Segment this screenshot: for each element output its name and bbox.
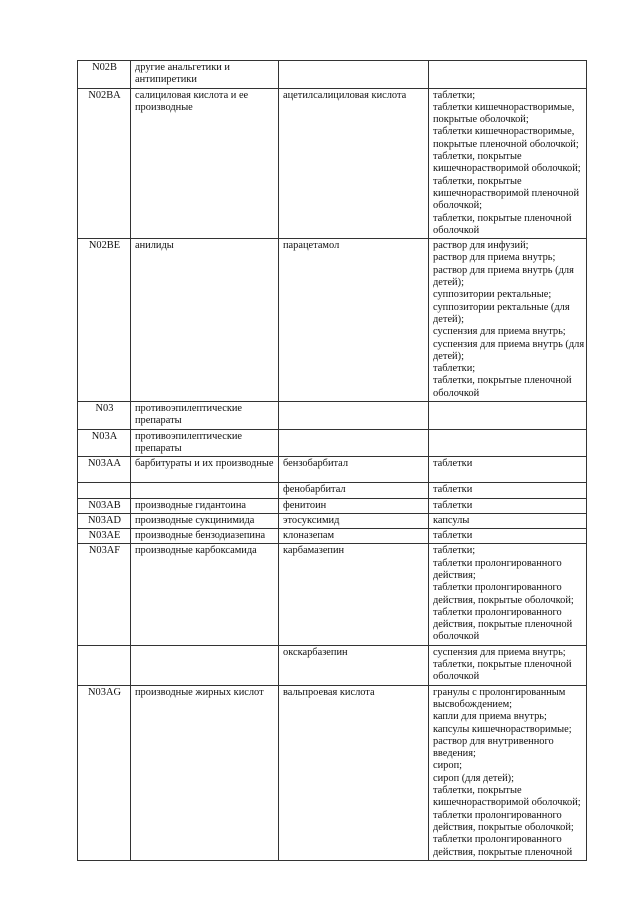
dosage-form-line: таблетки кишечнорастворимые,: [433, 126, 575, 138]
dosage-form-line: оболочкой: [433, 224, 480, 236]
atc-group-cell: производные карбоксамида: [131, 544, 279, 645]
dosage-form-line: оболочкой: [433, 671, 480, 683]
dosage-forms-cell: [429, 457, 587, 483]
atc-code-cell: N02BE: [78, 239, 131, 402]
drug-name-cell: фенитоин: [279, 498, 429, 513]
dosage-form-line: суппозитории ректальные;: [433, 289, 552, 301]
dosage-form-line: таблетки пролонгированного: [433, 557, 562, 569]
dosage-form-line: покрытые пленочной оболочкой;: [433, 138, 579, 150]
dosage-form-line: таблетки;: [433, 89, 476, 101]
table-row: [78, 239, 587, 402]
dosage-forms-cell: [429, 498, 587, 513]
dosage-forms-cell: [429, 544, 587, 645]
dosage-form-line: действия, покрытые пленочной: [433, 619, 573, 631]
dosage-form-line: таблетки: [433, 499, 473, 511]
dosage-form-line: введения;: [433, 748, 476, 760]
table-row: [78, 61, 587, 89]
dosage-form-line: суппозитории ректальные (для: [433, 301, 570, 313]
dosage-form-line: капли для приема внутрь;: [433, 711, 547, 723]
dosage-form-line: капсулы: [433, 514, 470, 526]
atc-code-cell: N03AA: [78, 457, 131, 483]
dosage-form-line: кишечнорастворимой оболочкой;: [433, 163, 581, 175]
drug-name-cell: этосуксимид: [279, 513, 429, 528]
table-row: [78, 402, 587, 430]
atc-code-cell: N03AB: [78, 498, 131, 513]
dosage-form-line: таблетки, покрытые пленочной: [433, 375, 572, 387]
atc-group-cell: [131, 483, 279, 498]
dosage-form-line: сироп (для детей);: [433, 772, 514, 784]
dosage-forms-cell: [429, 402, 587, 430]
dosage-form-line: детей);: [433, 313, 464, 325]
dosage-form-line: таблетки;: [433, 545, 476, 557]
drug-name-cell: ацетилсалициловая кислота: [279, 88, 429, 239]
dosage-form-line: суспензия для приема внутрь;: [433, 326, 566, 338]
dosage-form-line: сироп;: [433, 760, 463, 772]
dosage-form-line: таблетки пролонгированного: [433, 809, 562, 821]
dosage-form-line: раствор для приема внутрь;: [433, 252, 556, 264]
dosage-form-line: таблетки кишечнорастворимые,: [433, 101, 575, 113]
dosage-forms-cell: [429, 529, 587, 544]
dosage-form-line: высвобождением;: [433, 698, 513, 710]
atc-group-cell: производные сукцинимида: [131, 513, 279, 528]
dosage-form-line: таблетки пролонгированного: [433, 582, 562, 594]
table-row: [78, 685, 587, 860]
dosage-form-line: действия, покрытые оболочкой;: [433, 821, 574, 833]
dosage-form-line: суспензия для приема внутрь;: [433, 646, 566, 658]
atc-code-cell: [78, 483, 131, 498]
drug-name-cell: окскарбазепин: [279, 645, 429, 685]
dosage-form-line: кишечнорастворимой оболочкой;: [433, 797, 581, 809]
table-row: [78, 457, 587, 483]
atc-group-cell: салициловая кислота и ее производные: [131, 88, 279, 239]
atc-group-cell: противоэпилептические препараты: [131, 429, 279, 457]
atc-code-cell: N03AF: [78, 544, 131, 645]
drug-name-cell: бензобарбитал: [279, 457, 429, 483]
dosage-form-line: оболочкой: [433, 387, 480, 399]
dosage-form-line: таблетки;: [433, 363, 476, 375]
dosage-form-line: раствор для внутривенного: [433, 735, 554, 747]
dosage-form-line: капсулы кишечнорастворимые;: [433, 723, 572, 735]
table-row: [78, 88, 587, 239]
dosage-form-line: действия;: [433, 569, 476, 581]
atc-group-cell: другие анальгетики и антипиретики: [131, 61, 279, 89]
dosage-form-line: таблетки, покрытые: [433, 175, 522, 187]
dosage-forms-cell: [429, 239, 587, 402]
drug-name-cell: карбамазепин: [279, 544, 429, 645]
atc-group-cell: анилиды: [131, 239, 279, 402]
atc-code-cell: [78, 645, 131, 685]
table-row: [78, 429, 587, 457]
dosage-form-line: суспензия для приема внутрь (для: [433, 338, 585, 350]
atc-group-cell: [131, 645, 279, 685]
atc-group-cell: производные жирных кислот: [131, 685, 279, 860]
atc-code-cell: N03: [78, 402, 131, 430]
drug-table: [77, 60, 587, 861]
atc-code-cell: N03A: [78, 429, 131, 457]
dosage-form-line: кишечнорастворимой пленочной: [433, 187, 580, 199]
atc-code-cell: N03AE: [78, 529, 131, 544]
dosage-form-line: таблетки пролонгированного: [433, 606, 562, 618]
dosage-form-line: действия, покрытые оболочкой;: [433, 594, 574, 606]
dosage-forms-cell: [429, 88, 587, 239]
dosage-form-line: покрытые оболочкой;: [433, 114, 529, 126]
dosage-form-line: оболочкой;: [433, 200, 483, 212]
dosage-forms-cell: [429, 483, 587, 498]
drug-name-cell: [279, 61, 429, 89]
dosage-forms-cell: [429, 513, 587, 528]
dosage-form-line: таблетки: [433, 484, 473, 496]
dosage-form-line: таблетки, покрытые пленочной: [433, 659, 572, 671]
dosage-form-line: таблетки пролонгированного: [433, 834, 562, 846]
dosage-form-line: таблетки, покрытые пленочной: [433, 212, 572, 224]
drug-name-cell: вальпроевая кислота: [279, 685, 429, 860]
atc-group-cell: противоэпилептические препараты: [131, 402, 279, 430]
drug-table-body: [78, 61, 587, 861]
atc-group-cell: производные бензодиазепина: [131, 529, 279, 544]
table-row: [78, 483, 587, 498]
drug-name-cell: [279, 402, 429, 430]
dosage-forms-cell: [429, 645, 587, 685]
dosage-form-line: таблетки: [433, 530, 473, 542]
atc-group-cell: барбитураты и их производные: [131, 457, 279, 483]
dosage-form-line: оболочкой: [433, 631, 480, 643]
dosage-forms-cell: [429, 61, 587, 89]
dosage-forms-cell: [429, 429, 587, 457]
table-row: [78, 498, 587, 513]
drug-name-cell: фенобарбитал: [279, 483, 429, 498]
atc-code-cell: N03AG: [78, 685, 131, 860]
atc-group-cell: производные гидантоина: [131, 498, 279, 513]
atc-code-cell: N02BA: [78, 88, 131, 239]
dosage-form-line: раствор для приема внутрь (для: [433, 264, 574, 276]
atc-code-cell: N03AD: [78, 513, 131, 528]
table-row: [78, 544, 587, 645]
drug-name-cell: парацетамол: [279, 239, 429, 402]
atc-code-cell: N02B: [78, 61, 131, 89]
dosage-form-line: таблетки, покрытые: [433, 151, 522, 163]
drug-name-cell: [279, 429, 429, 457]
drug-name-cell: клоназепам: [279, 529, 429, 544]
dosage-form-line: детей);: [433, 277, 464, 289]
dosage-form-line: детей);: [433, 350, 464, 362]
table-row: [78, 645, 587, 685]
dosage-form-line: таблетки: [433, 458, 473, 470]
dosage-form-line: раствор для инфузий;: [433, 240, 529, 252]
dosage-forms-cell: [429, 685, 587, 860]
dosage-form-line: таблетки, покрытые: [433, 785, 522, 797]
table-row: [78, 529, 587, 544]
dosage-form-line: гранулы с пролонгированным: [433, 686, 566, 698]
table-row: [78, 513, 587, 528]
dosage-form-line: действия, покрытые пленочной: [433, 846, 573, 858]
